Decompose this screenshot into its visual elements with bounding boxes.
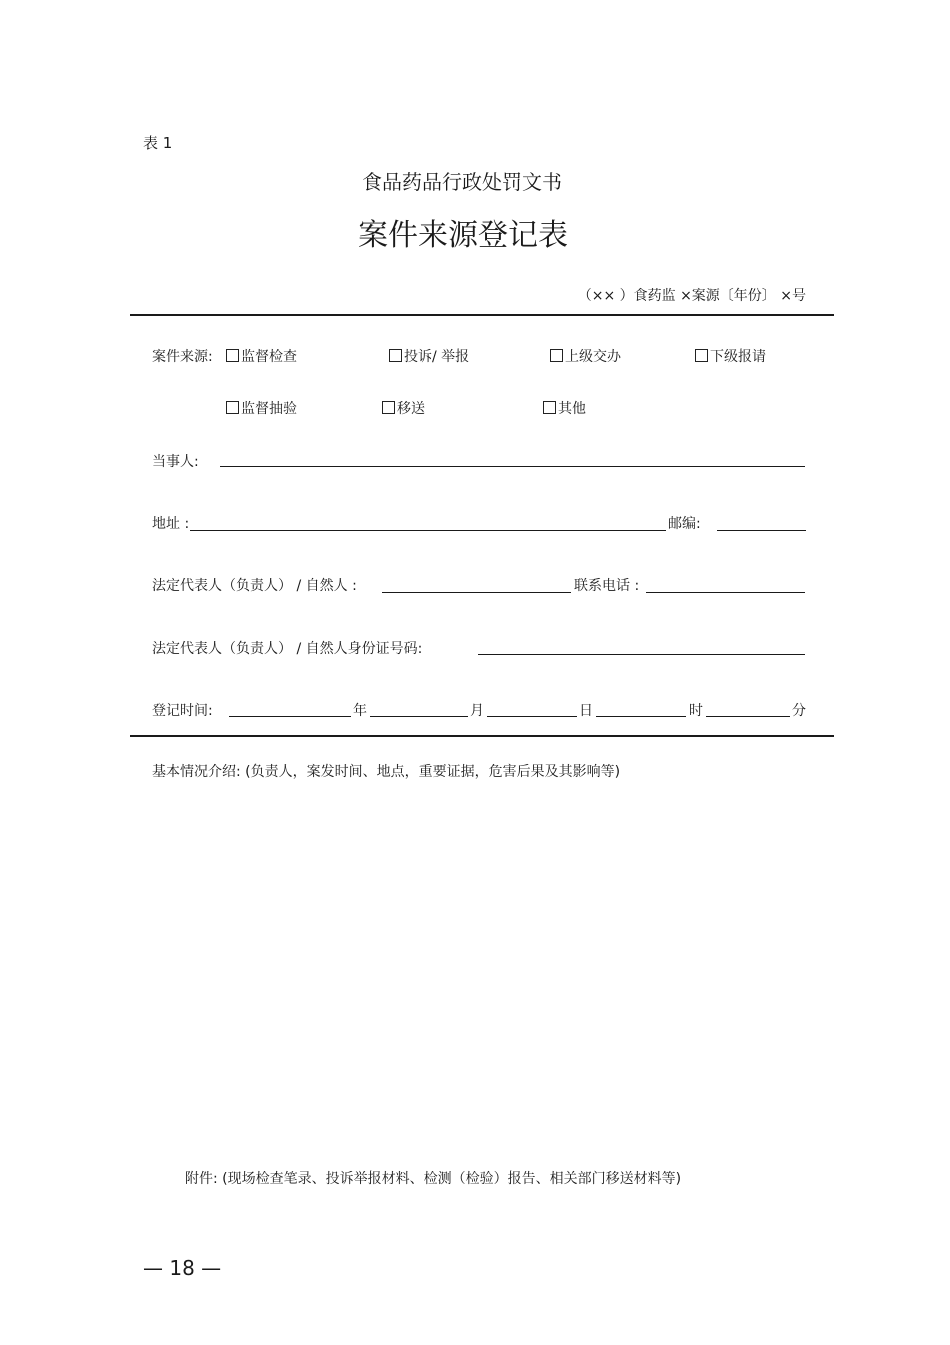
hour-unit: 时 (689, 703, 703, 719)
legal-rep-id-field[interactable] (478, 654, 805, 655)
postcode-field[interactable] (717, 530, 806, 531)
party-field[interactable] (220, 466, 805, 467)
month-field[interactable] (370, 716, 468, 717)
top-rule (130, 314, 834, 316)
hour-field[interactable] (596, 716, 686, 717)
document-title: 案件来源登记表 (358, 218, 568, 253)
option-complaint-report[interactable]: 投诉/ 举报 (389, 346, 469, 366)
checkbox-icon[interactable] (226, 401, 239, 414)
document-number: （×× ）食药监 ×案源〔年份〕 ×号 (577, 288, 806, 304)
checkbox-icon[interactable] (226, 349, 239, 362)
basic-info-label: 基本情况介绍: (负责人，案发时间、地点，重要证据，危害后果及其影响等) (152, 764, 621, 780)
option-supervision-sampling[interactable]: 监督抽验 (226, 398, 297, 418)
address-field[interactable] (190, 530, 666, 531)
day-field[interactable] (487, 716, 577, 717)
year-field[interactable] (229, 716, 351, 717)
legal-rep-id-label: 法定代表人（负责人） / 自然人身份证号码: (152, 641, 423, 657)
phone-label: 联系电话 : (574, 578, 640, 594)
checkbox-icon[interactable] (695, 349, 708, 362)
option-superior-assigned[interactable]: 上级交办 (550, 346, 621, 366)
option-subordinate-reported[interactable]: 下级报请 (695, 346, 766, 366)
party-label: 当事人: (152, 454, 199, 470)
basic-info-area[interactable] (152, 790, 804, 1150)
attachment-label: 附件: (现场检查笔录、投诉举报材料、检测（检验）报告、相关部门移送材料等) (185, 1171, 682, 1187)
phone-field[interactable] (646, 592, 805, 593)
option-transfer[interactable]: 移送 (382, 398, 425, 418)
checkbox-icon[interactable] (543, 401, 556, 414)
register-time-label: 登记时间: (152, 703, 213, 719)
table-label: 表 1 (143, 134, 173, 152)
postcode-label: 邮编: (668, 516, 701, 532)
minute-unit: 分 (792, 703, 806, 719)
address-label: 地址 : (152, 516, 190, 532)
legal-rep-name-label: 法定代表人（负责人） / 自然人 : (152, 578, 357, 594)
case-source-label: 案件来源: (152, 349, 213, 365)
document-category: 食品药品行政处罚文书 (362, 170, 562, 194)
page-number: — 18 — (143, 1256, 222, 1280)
option-supervision-inspection[interactable]: 监督检查 (226, 346, 297, 366)
option-other[interactable]: 其他 (543, 398, 586, 418)
minute-field[interactable] (706, 716, 790, 717)
middle-rule (130, 735, 834, 737)
day-unit: 日 (579, 703, 593, 719)
month-unit: 月 (470, 703, 484, 719)
checkbox-icon[interactable] (382, 401, 395, 414)
checkbox-icon[interactable] (389, 349, 402, 362)
year-unit: 年 (353, 703, 367, 719)
checkbox-icon[interactable] (550, 349, 563, 362)
legal-rep-name-field[interactable] (382, 592, 571, 593)
